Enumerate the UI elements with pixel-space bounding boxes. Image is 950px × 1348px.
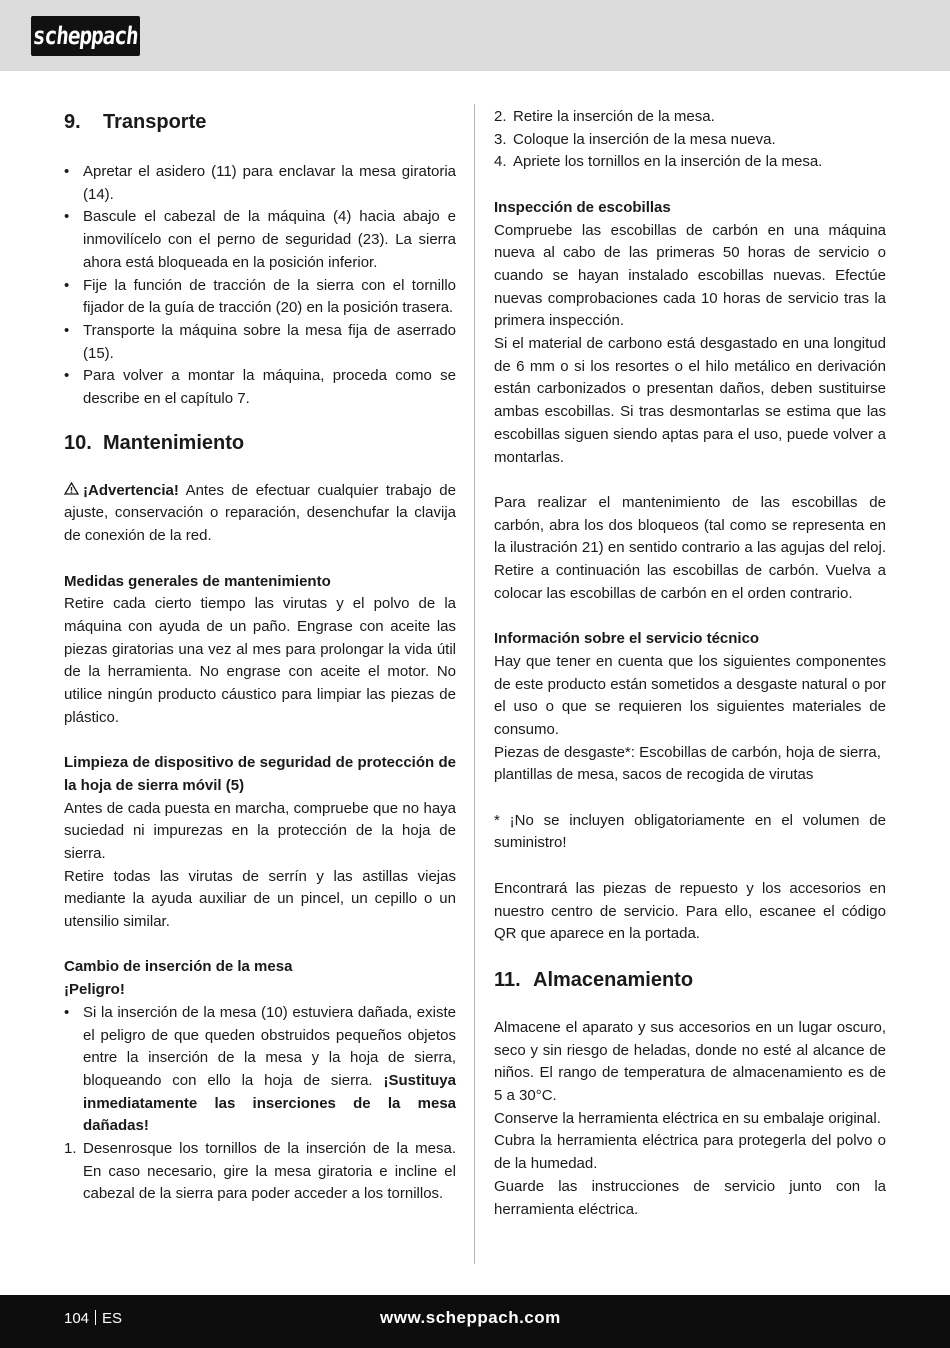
danger-label: ¡Peligro! [64,981,125,999]
cleaning-heading: Limpieza de dispositivo de seguridad de protección de la hoja de sierra móvil (5) [64,754,456,794]
section-9-number: 9. [64,111,81,133]
storage-text-2: Conserve la herramienta eléctrica en su embalaje original. [494,1109,881,1127]
right-column [494,106,886,1221]
brand-logo-text: scheppach [31,22,140,50]
list-item: • Si la inserción de la mesa (10) estuviera dañada, existe el peligro de que queden obstruidos pequeños objetos entre la inserción de la mesa y la hoja de sierra, bloqueando con ello la hoja de sierra. ¡Sustituya inmediatamente las inserciones de la mesa dañadas! [64,1003,456,1135]
list-item: 4. Apriete los tornillos en la inserción de la mesa. [494,153,823,171]
list-item: • Fije la función de tracción de la sierra con el tornillo fijador de la guía de tracción (20) en la posición trasera. [64,276,456,317]
list-item: • Apretar el asidero (11) para enclavar la mesa giratoria (14). [64,163,456,203]
language-code: ES [102,1310,123,1327]
section-11-number: 11. [494,968,521,991]
storage-text-3: Cubra la herramienta eléctrica para protegerla del polvo o de la humedad. [494,1132,886,1173]
list-item: 2. Retire la inserción de la mesa. [494,108,715,125]
cleaning-text-2: Retire todas las virutas de serrín y las astillas viejas mediante la ayuda auxiliar de un pincel, un cepillo o un utensilio similar. [64,867,456,931]
transport-bullet-list [64,161,456,411]
warning-label: ¡Advertencia! [83,481,179,499]
page-separator [95,1310,96,1325]
general-maintenance-heading: Medidas generales de mantenimiento [64,572,331,590]
list-item: • Transporte la máquina sobre la mesa fija de aserrado (15). [64,321,456,362]
warning-triangle-icon [64,480,79,503]
table-insert-heading: Cambio de inserción de la mesa [64,958,293,976]
section-11-title: Almacenamiento [533,968,694,991]
cleaning-text-1: Antes de cada puesta en marcha, compruebe que no haya suciedad ni impurezas en la protección de la hoja de sierra. [64,799,456,862]
website-link[interactable]: www.scheppach.com [380,1308,561,1327]
service-text-2: Piezas de desgaste*: Escobillas de carbón, hoja de sierra, plantillas de mesa, sacos de recogida de virutas [494,743,881,784]
section-10-number: 10. [64,431,92,454]
service-note: * ¡No se incluyen obligatoriamente en el volumen de suministro! [494,811,886,852]
page-number-block [64,1310,122,1327]
storage-text-4: Guarde las instrucciones de servicio junto con la herramienta eléctrica. [494,1177,886,1218]
general-maintenance-text: Retire cada cierto tiempo las virutas y el polvo de la máquina con ayuda de un paño. Engrase con aceite las piezas giratorias una vez al mes para prolongar la vida útil de la herramienta. No engrase con aceite el motor. No utilice ningún producto cáustico para limpiar las piezas de plástico. [64,595,456,726]
brushes-text-3: Para realizar el mantenimiento de las escobillas de carbón, abra los dos bloqueos (tal como se representa en la ilustración 21) en sentido contrario a las agujas del reloj. Retire a continuación las escobillas de carbón. Vuelva a colocar las escobillas de carbón en el orden contrario. [494,493,886,602]
list-item: 3. Coloque la inserción de la mesa nueva. [494,130,776,148]
service-heading: Información sobre el servicio técnico [494,630,760,648]
service-text-3: Encontrará las piezas de repuesto y los accesorios en nuestro centro de servicio. Para ello, escanee el código QR que aparece en la portada. [494,879,886,943]
list-item: • Bascule el cabezal de la máquina (4) hacia abajo e inmovilícelo con el perno de seguridad (23). La sierra ahora está bloqueada en la posición inferior. [64,208,456,271]
brushes-text-1: Compruebe las escobillas de carbón en una máquina nueva al cabo de las primeras 50 horas de servicio o cuando se hayan instalado escobillas nuevas. Efectúe nuevas comprobaciones cada 10 horas de servicio tras la primera inspección. [494,221,886,330]
left-column [64,106,456,1206]
service-text-1: Hay que tener en cuenta que los siguientes componentes de este producto están sometidos a desgaste natural o por el uso o que se requieren los siguientes materiales de consumo. [494,652,886,738]
footer-bar [0,1295,950,1348]
page-number: 104 [64,1310,90,1327]
warning-text: Antes de efectuar cualquier trabajo de ajuste, conservación o reparación, desenchufar la clavija de conexión de la red. [64,481,456,545]
section-11-heading [494,966,886,994]
section-10-title: Mantenimiento [103,431,245,454]
warning-paragraph [64,480,456,548]
brushes-heading: Inspección de escobillas [494,198,671,216]
table-insert-steps-right [494,106,886,174]
storage-text-1: Almacene el aparato y sus accesorios en un lugar oscuro, seco y sin riesgo de heladas, donde no esté al alcance de niños. El rango de temperatura de almacenamiento es de 5 a 30°C. [494,1018,886,1105]
header-bar [0,0,950,71]
brand-logo [31,16,140,56]
list-item: • Para volver a montar la máquina, proceda como se describe en el capítulo 7. [64,367,456,408]
table-insert-steps-left [64,1138,456,1206]
section-10-heading [64,429,456,457]
section-9-heading [64,108,456,136]
list-item: 1. Desenrosque los tornillos de la inserción de la mesa. En caso necesario, gire la mesa giratoria e incline el cabezal de la sierra para poder acceder a los tornillos. [64,1140,456,1203]
brushes-text-2: Si el material de carbono está desgastado en una longitud de 6 mm o si los resortes o el hilo metálico en derivación están carbonizados o presentan daños, deben sustituirse ambas escobillas. Si tras desmontarlas se estima que las escobillas siguen siendo aptas para el uso, puede volver a montarlas. [494,335,886,466]
section-9-title: Transporte [103,111,207,133]
column-divider [474,104,475,1264]
table-insert-bullet-list [64,1002,456,1138]
